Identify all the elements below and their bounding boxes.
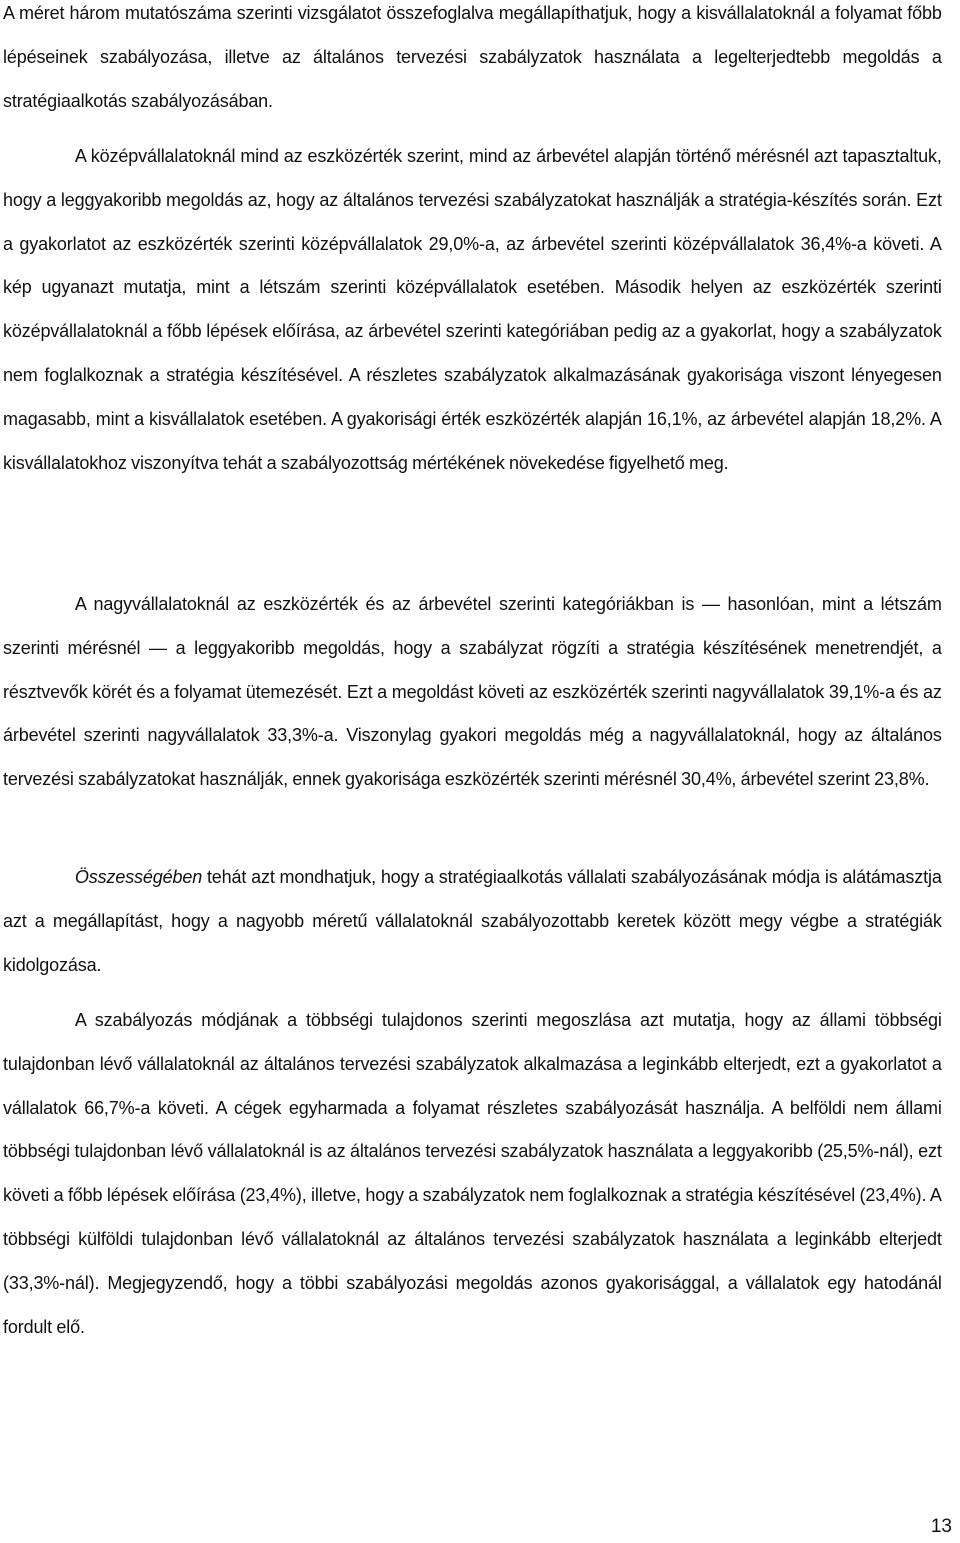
paragraph-medium-companies: A középvállalatoknál mind az eszközérték szerint, mind az árbevétel alapján történő mérésnél azt tapasztaltuk, hogy a leggyakoribb megoldás az, hogy az általános tervezési szabályzatokat használják a stratégia-készítés során. Ezt a gyakorlatot az eszközérték szerinti középvállalatok 29,0%-a, az árbevétel szerinti középvállalatok 36,4%-a követi. A kép ugyanazt mutatja, mint a létszám szerinti középvállalatok esetében. Második helyen az eszközérték szerinti középvállalatoknál a főbb lépések előírása, az árbevétel szerinti kategóriában pedig az a gyakorlat, hogy a szabályzatok nem foglalkoznak a stratégia készítésével. A részletes szabályzatok alkalmazásának gyakorisága viszont lényegesen magasabb, mint a kisvállalatok esetében. A gyakorisági érték eszközérték alapján 16,1%, az árbevétel alapján 18,2%. A kisvállalatokhoz viszonyítva tehát a szabályozottság mértékének növekedése figyelhető meg. bbox=[3, 145, 942, 473]
page-number: 13 bbox=[930, 1516, 952, 1537]
paragraph-overall-conclusion-text: tehát azt mondhatjuk, hogy a stratégiaalkotás vállalati szabályozásának módja is alátámasztja azt a megállapítást, hogy a nagyobb méretű vállalatoknál szabályozottabb keretek között megy végbe a stratégiák kidolgozása. bbox=[3, 866, 942, 975]
paragraph-ownership-distribution: A szabályozás módjának a többségi tulajdonos szerinti megoszlása azt mutatja, hogy az állami többségi tulajdonban lévő vállalatoknál az általános tervezési szabályzatok alkalmazása a leginkább elterjedt, ezt a gyakorlatot a vállalatok 66,7%-a követi. A cégek egyharmada a folyamat részletes szabályozását használja. A belföldi nem állami többségi tulajdonban lévő vállalatoknál is az általános tervezési szabályzatok használata a leggyakoribb (25,5%-nál), ezt követi a főbb lépések előírása (23,4%), illetve, hogy a szabályzatok nem foglalkoznak a stratégia készítésével (23,4%). A többségi külföldi tulajdonban lévő vállalatoknál az általános tervezési szabályzatok használata a leginkább elterjedt (33,3%-nál). Megjegyzendő, hogy a többi szabályozási megoldás azonos gyakorisággal, a vállalatok egy hatodánál fordult elő. bbox=[3, 1009, 942, 1337]
paragraph-large-companies: A nagyvállalatoknál az eszközérték és az árbevétel szerinti kategóriákban is — hasonlóan, mint a létszám szerinti mérésnél — a leggyakoribb megoldás, hogy a szabályzat rögzíti a stratégia készítésének menetrendjét, a résztvevők körét és a folyamat ütemezését. Ezt a megoldást követi az eszközérték szerinti nagyvállalatok 39,1%-a és az árbevétel szerinti nagyvállalatok 33,3%-a. Viszonylag gyakori megoldás még a nagyvállalatoknál, hogy az általános tervezési szabályzatokat használják, ennek gyakorisága eszközérték szerinti mérésnél 30,4%, árbevétel szerint 23,8%. bbox=[3, 593, 942, 790]
emphasis-overall: Összességében bbox=[74, 866, 203, 887]
paragraph-overall-conclusion bbox=[3, 855, 942, 986]
paragraph-summary-small-companies: A méret három mutatószáma szerinti vizsgálatot összefoglalva megállapíthatjuk, hogy a kisvállalatoknál a folyamat főbb lépéseinek szabályozása, illetve az általános tervezési szabályzatok használata a legelterjedtebb megoldás a stratégiaalkotás szabályozásában. bbox=[3, 2, 942, 111]
